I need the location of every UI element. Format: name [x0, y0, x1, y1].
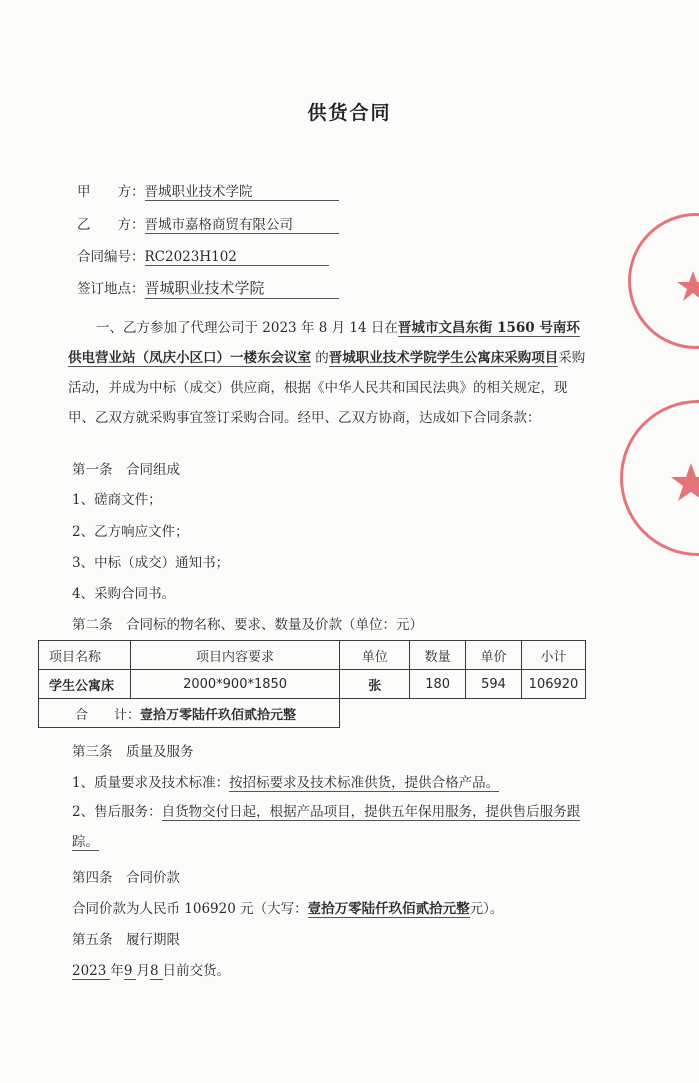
- price-text-2: 元）。: [469, 901, 504, 917]
- article2-heading: 第二条 合同标的物名称、要求、数量及价款（单位：元）: [72, 617, 423, 633]
- intro-venue: 晋城市文昌东街 1560 号南环供电营业站（凤庆小区口）一楼东会议室: [68, 320, 580, 366]
- column-header: 单价: [466, 641, 522, 670]
- article3-heading: 第三条 质量及服务: [72, 744, 194, 760]
- deadline-row: [72, 959, 230, 980]
- table-cell: 106920: [521, 670, 585, 699]
- intro-text-1: 一、乙方参加了代理公司于 2023 年 8 月 14 日在: [96, 320, 398, 336]
- deadline-text: 月: [136, 963, 150, 979]
- article1-heading: 第一条 合同组成: [72, 462, 180, 478]
- deadline-month: 9: [124, 963, 137, 980]
- deadline-text: 日前交货。: [162, 963, 231, 979]
- party-b-row: [77, 213, 339, 234]
- quality-row: [72, 771, 499, 791]
- total-empty-cell: [340, 699, 586, 728]
- table-total-row: [39, 699, 586, 728]
- party-b-label: 乙 方：: [77, 217, 145, 233]
- table-cell: 张: [340, 670, 410, 699]
- article4-heading: 第四条 合同价款: [72, 870, 180, 886]
- total-label: 合 计：: [75, 707, 141, 723]
- page-title: 供货合同: [307, 102, 392, 124]
- quality-label: 1、质量要求及技术标准：: [72, 775, 230, 791]
- total-cell: [39, 699, 340, 728]
- contract-no-row: [77, 245, 329, 266]
- seal-star-icon: [631, 216, 699, 346]
- table-header-row: [39, 641, 586, 670]
- table-cell: 2000*900*1850: [130, 670, 340, 699]
- article1-item: 1、磋商文件；: [72, 492, 162, 508]
- sign-place-value: 晋城职业技术学院: [145, 277, 339, 299]
- party-a-row: [77, 180, 339, 201]
- column-header: 单位: [340, 641, 410, 670]
- column-header: 项目内容要求: [130, 641, 340, 670]
- party-a-label: 甲 方：: [77, 184, 145, 200]
- intro-paragraph: [68, 313, 588, 433]
- table-cell: 594: [466, 670, 522, 699]
- article1-item: 4、采购合同书。: [72, 586, 176, 602]
- column-header: 项目名称: [39, 641, 131, 670]
- price-row: [72, 897, 503, 917]
- intro-text-2: 的: [311, 350, 329, 366]
- price-upper: 壹拾万零陆仟玖佰贰拾元整: [307, 901, 470, 917]
- deadline-year: 2023: [72, 963, 110, 980]
- contract-no-value: RC2023H102: [145, 249, 329, 266]
- total-value: 壹拾万零陆仟玖佰贰拾元整: [140, 707, 297, 723]
- seal-star-icon: [623, 403, 699, 553]
- intro-project: 晋城职业技术学院学生公寓床采购项目: [328, 350, 559, 366]
- service-row: [72, 797, 592, 857]
- article1-item: 3、中标（成交）通知书；: [72, 555, 230, 571]
- party-b-value: 晋城市嘉格商贸有限公司: [145, 213, 339, 234]
- service-label: 2、售后服务：: [72, 804, 162, 820]
- table-cell: 学生公寓床: [39, 670, 131, 699]
- goods-table: [38, 640, 586, 728]
- column-header: 数量: [410, 641, 466, 670]
- company-seal-partial: [628, 213, 699, 349]
- article5-heading: 第五条 履行期限: [72, 932, 180, 948]
- table-row: [39, 670, 586, 699]
- article1-item: 2、乙方响应文件；: [72, 524, 189, 540]
- party-a-value: 晋城职业技术学院: [145, 180, 339, 201]
- quality-value: 按招标要求及技术标准供货，提供合格产品。: [229, 775, 500, 791]
- sign-place-label: 签订地点：: [77, 281, 145, 297]
- sign-place-row: [77, 277, 339, 299]
- column-header: 小计: [521, 641, 585, 670]
- contract-no-label: 合同编号：: [77, 249, 145, 265]
- intro-text-3: 采购活动，并成为中标（成交）供应商，根据《中华人民共和国民法典》的相关规定，现甲、乙双方就采购事宜签订采购合同。经甲、乙双方协商，达成如下合同条款：: [68, 350, 586, 426]
- deadline-text: 年: [110, 963, 124, 979]
- deadline-day: 8: [150, 963, 163, 980]
- price-text-1: 合同价款为人民币 106920 元（大写：: [72, 901, 308, 917]
- service-value: 自货物交付日起，根据产品项目，提供五年保用服务，提供售后服务跟踪。: [72, 804, 581, 850]
- school-seal-partial: [620, 400, 699, 556]
- table-cell: 180: [410, 670, 466, 699]
